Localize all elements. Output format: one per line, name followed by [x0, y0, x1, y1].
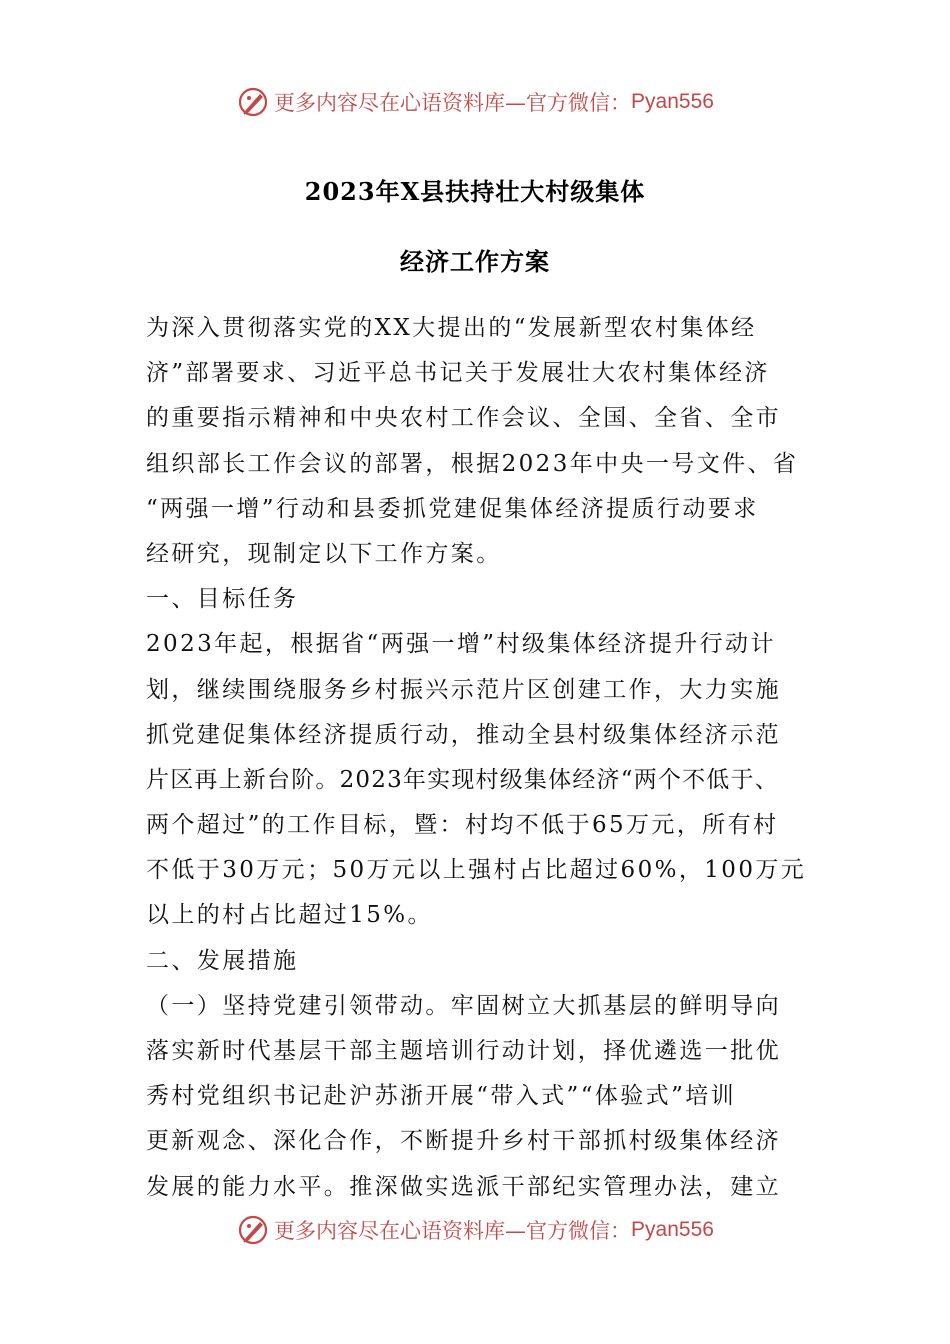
body-line: 以上的村占比超过15%。	[146, 902, 433, 929]
pen-seal-logo-icon	[236, 1213, 270, 1247]
body-line: 落实新时代基层干部主题培训行动计划，择优遴选一批优	[146, 1038, 781, 1064]
body-line: “两强一增”行动和县委抓党建促集体经济提质行动要求	[146, 495, 759, 522]
body-line: （一）坚持党建引领带动。牢固树立大抓基层的鲜明导向	[146, 992, 781, 1019]
body-line: 为深入贯彻落实党的XX大提出的“发展新型农村集体经	[146, 315, 757, 341]
body-line: 发展的能力水平。推深做实选派干部纪实管理办法，建立	[146, 1173, 781, 1200]
pen-seal-logo-icon	[236, 85, 270, 119]
body-line: 经研究，现制定以下工作方案。	[146, 540, 502, 567]
body-line: 组织部长工作会议的部署，根据2023年中央一号文件、省	[146, 450, 799, 477]
watermark-text: 更多内容尽在心语资料库—官方微信：	[274, 1219, 632, 1243]
body-line: 的重要指示精神和中央农村工作会议、全国、全省、全市	[146, 405, 781, 432]
watermark-header	[0, 82, 950, 122]
document-title-line-2: 经济工作方案	[400, 247, 550, 276]
document-body	[146, 306, 806, 1210]
watermark-wechat-id: Pyan556	[631, 1218, 714, 1241]
body-line: 更新观念、深化合作，不断提升乡村干部抓村级集体经济	[146, 1128, 781, 1155]
document-title-line-1: 2023年X县扶持壮大村级集体	[304, 177, 646, 206]
watermark-wechat-id: Pyan556	[631, 90, 714, 113]
section-heading-measures: 二、发展措施	[146, 947, 299, 974]
body-line: 2023年起，根据省“两强一增”村级集体经济提升行动计	[146, 631, 776, 658]
watermark-text: 更多内容尽在心语资料库—官方微信：	[274, 91, 632, 115]
body-line: 济”部署要求、习近平总书记关于发展壮大农村集体经济	[146, 360, 770, 387]
section-heading-goals: 一、目标任务	[146, 586, 299, 613]
watermark-footer	[0, 1210, 950, 1250]
body-line: 抓党建促集体经济提质行动，推动全县村级集体经济示范	[146, 721, 781, 748]
body-line: 不低于30万元；50万元以上强村占比超过60%，100万元	[146, 857, 807, 884]
body-line: 两个超过”的工作目标，暨：村均不低于65万元，所有村	[146, 812, 779, 839]
body-line: 片区再上新台阶。2023年实现村级集体经济“两个不低于、	[146, 766, 779, 793]
body-line: 秀村党组织书记赴沪苏浙开展“带入式”“体验式”培训	[146, 1083, 737, 1110]
body-line: 划，继续围绕服务乡村振兴示范片区创建工作，大力实施	[146, 676, 781, 703]
